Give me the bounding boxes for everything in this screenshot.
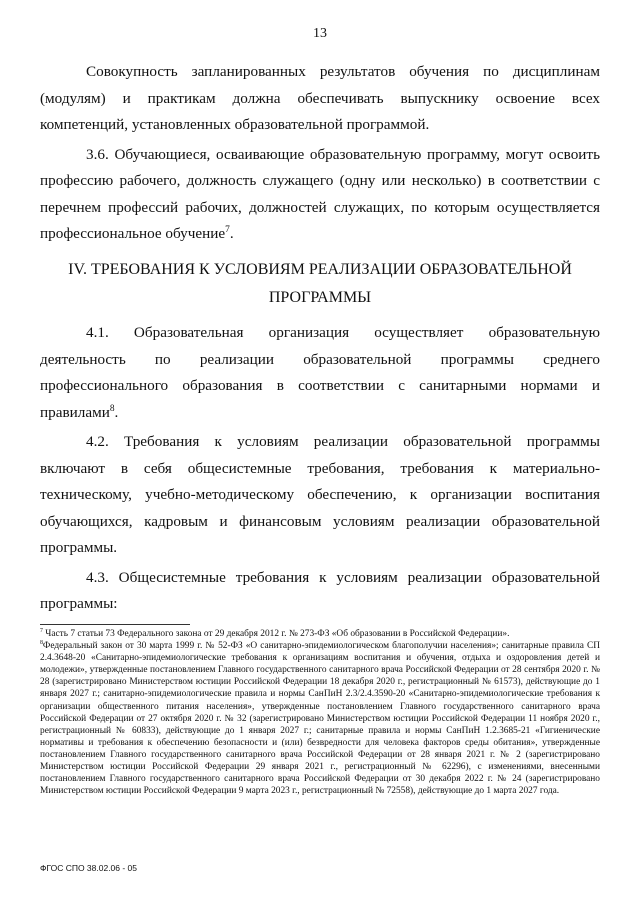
paragraph-3-6: [40, 142, 600, 248]
footnote-separator: [40, 624, 190, 625]
footnote-mark-8: 8: [40, 639, 43, 646]
footnotes: [40, 628, 600, 797]
footnote-7: [40, 628, 600, 640]
footnote-8: [40, 640, 600, 797]
paragraph-3-6-end: .: [229, 225, 234, 242]
footnote-ref-8[interactable]: 8: [109, 403, 115, 414]
section-heading-iv: [40, 256, 600, 312]
section-heading-line-2: ПРОГРАММЫ: [268, 289, 372, 306]
paragraph-4-1-text: 4.1. Образовательная организация осуществляет образовательную деятельность по реализации образовательной программы среднего профессионального образования в соответствии с санитарными нормами и правилами: [40, 324, 600, 421]
paragraph-4-2: 4.2. Требования к условиям реализации образовательной программы включают в себя общесистемные требования, требования к материально-техническому, учебно-методическому обеспечению, к организации воспитания обучающихся, кадровым и финансовым условиям реализации образовательной программы.: [40, 433, 600, 556]
paragraph-4-3: 4.3. Общесистемные требования к условиям реализации образовательной программы:: [40, 568, 600, 612]
paragraph-4-1-end: .: [114, 403, 119, 421]
document-code: ФГОС СПО 38.02.06 - 05: [40, 863, 138, 873]
page-number: 13: [313, 26, 327, 41]
footnote-7-text: Часть 7 статьи 73 Федерального закона от 29 декабря 2012 г. № 273-ФЗ «Об образовании в Российской Федерации».: [42, 629, 510, 639]
footnote-8-text: Федеральный закон от 30 марта 1999 г. № 52-ФЗ «О санитарно-эпидемиологическом благополучии населения»; санитарные правила СП 2.4.3648-20 «Санитарно-эпидемиологические требования к организациям воспитания и обучения, отдыха и оздоровления детей и молодежи», утвержденные постановлением Главного государственного санитарного врача Российской Федерации от 28 сентября 2020 г. № 28 (зарегистрировано Министерством юстиции Российской Федерации 18 декабря 2020 г., регистрационный № 61573), действующие до 1 января 2027 г.; санитарно-эпидемиологические правила и нормы СанПиН 2.3/2.4.3590-20 «Санитарно-эпидемиологические требования к организации общественного питания населения», утвержденные постановлением Главного государственного санитарного врача Российской Федерации от 27 октября 2020 г. № 32 (зарегистрировано Министерством юстиции Российской Федерации 11 ноября 2020 г., регистрационный № 60833), действующие до 1 января 2027 г.; санитарные правила и нормы СанПиН 1.2.3685-21 «Гигиенические нормативы и требования к обеспечению безопасности и (или) безвредности для человека факторов среды обитания», утвержденные постановлением Главного государственного санитарного врача Российской Федерации от 28 января 2021 г. № 2 (зарегистрировано Министерством юстиции Российской Федерации 29 января 2021 г., регистрационный № 62296), с изменениями, внесенными постановлением Главного государственного санитарного врача Российской Федерации от 30 декабря 2022 г. № 24 (зарегистрировано Министерством юстиции Российской Федерации 9 марта 2023 г., регистрационный № 72558), действующие до 1 марта 2027 года.: [40, 641, 600, 797]
footnote-ref-7[interactable]: 7: [225, 224, 230, 235]
body-text-upper: [40, 59, 600, 248]
section-heading-line-1: IV. ТРЕБОВАНИЯ К УСЛОВИЯМ РЕАЛИЗАЦИИ ОБРАЗОВАТЕЛЬНОЙ: [68, 261, 572, 278]
paragraph-4-1: [40, 320, 600, 426]
paragraph-learning-outcomes: Совокупность запланированных результатов обучения по дисциплинам (модулям) и практикам должна обеспечивать выпускнику освоение всех компетенций, установленных образовательной программой.: [40, 63, 600, 133]
footnote-mark-7: 7: [40, 627, 43, 634]
paragraph-3-6-text: 3.6. Обучающиеся, осваивающие образовательную программу, могут освоить профессию рабочего, должность служащего (одну или несколько) в соответствии с перечнем профессий рабочих, должностей служащих, по которым осуществляется профессиональное обучение: [40, 145, 600, 242]
body-text-lower: [40, 320, 600, 618]
